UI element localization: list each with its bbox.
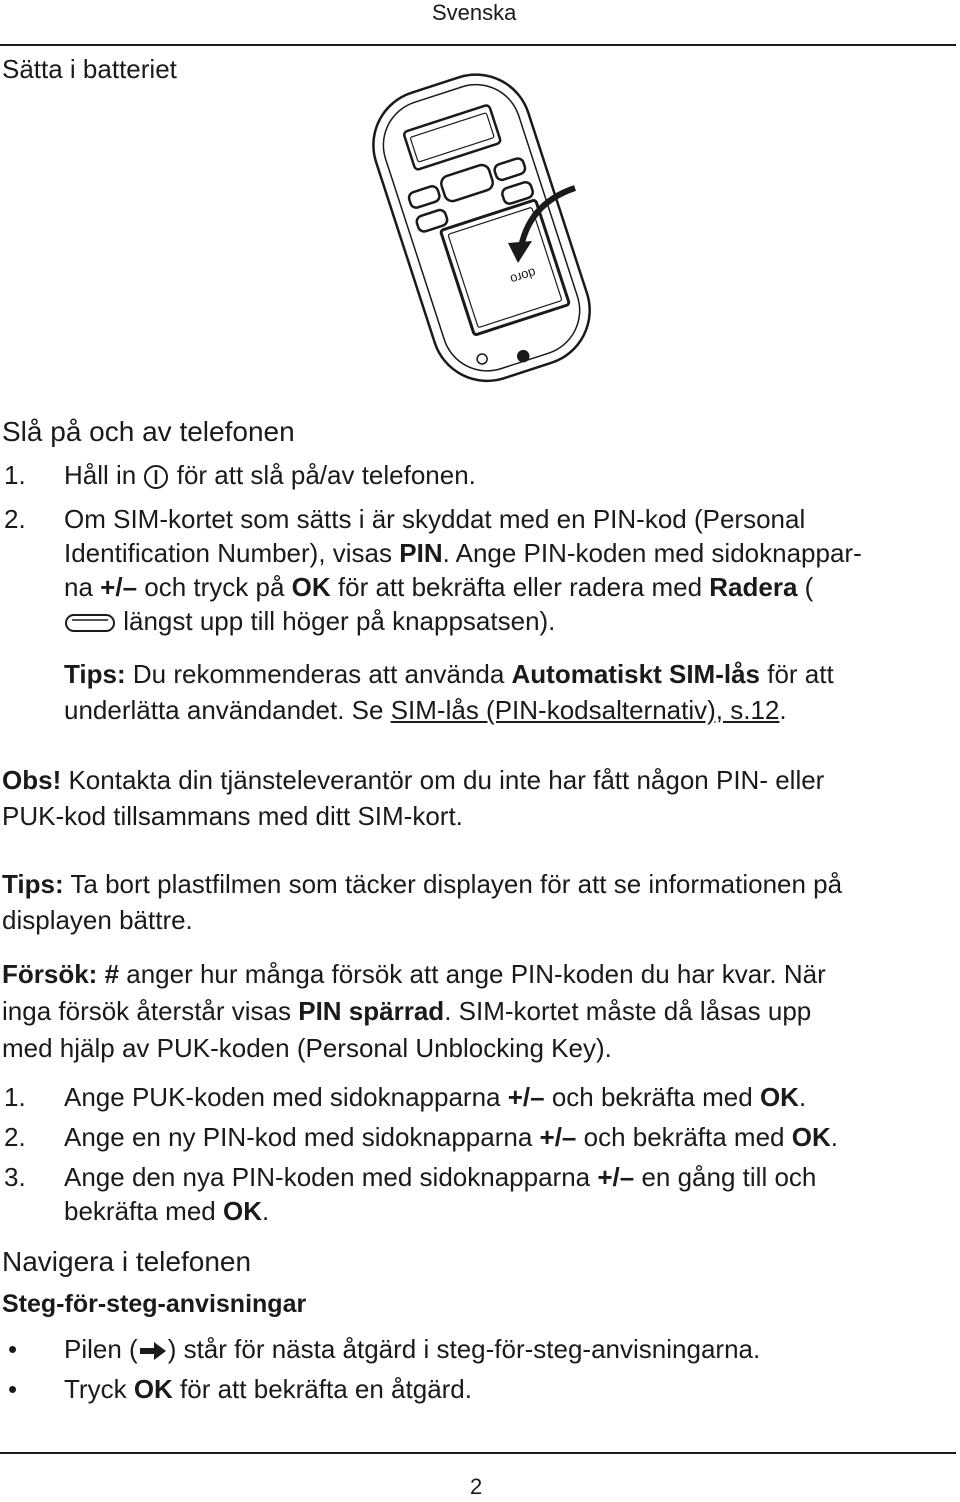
sim-lock-link[interactable]: SIM-lås (PIN-kodsalternativ), s.12 [390, 695, 780, 725]
page-number: 2 [470, 1474, 483, 1499]
power-icon [143, 464, 169, 490]
subsection-title-steps: Steg-för-steg-anvisningar [2, 1290, 307, 1318]
section-title-power: Slå på och av telefonen [2, 416, 295, 447]
section-title-navigation: Navigera i telefonen [2, 1246, 252, 1277]
next-arrow-icon [138, 1339, 168, 1363]
section-title-battery: Sätta i batteriet [2, 54, 177, 84]
obs-note: Obs! Kontakta din tjänsteleverantör om du inte har fått någon PIN- eller PUK-kod tillsammans med ditt SIM-kort. [2, 765, 825, 831]
battery-brand-logo: doro [508, 265, 538, 288]
puk-step-1: 1. Ange PUK-koden med sidoknapparna +/– och bekräfta med OK. [4, 1082, 807, 1112]
tip-plastic-film: Tips: Ta bort plastfilmen som täcker displayen för att se informationen på displayen bättre. [2, 869, 843, 935]
language-label: Svenska [432, 0, 517, 25]
header-rule [0, 44, 956, 46]
footer-rule [0, 1452, 956, 1454]
attempts-note: Försök: # anger hur många försök att ange PIN-koden du har kvar. När inga försök återstår visas PIN spärrad. SIM-kortet måste då låsas upp med hjälp av PUK-koden (Personal Unblocking Key). [2, 959, 826, 1063]
puk-step-3: 3. Ange den nya PIN-koden med sidoknapparna +/– en gång till och bekräfta med OK. [4, 1162, 817, 1226]
puk-step-2: 2. Ange en ny PIN-kod med sidoknapparna +/– och bekräfta med OK. [4, 1122, 838, 1152]
nav-bullet-1: • Pilen ( ) står för nästa åtgärd i steg-för-steg-anvisningarna. [8, 1334, 761, 1364]
softkey-icon [64, 612, 116, 634]
phone-battery-illustration [340, 58, 620, 388]
tip-auto-sim-lock: Tips: Du rekommenderas att använda Automatiskt SIM-lås för att underlätta användandet. Se SIM-lås (PIN-kodsalternativ), s.12. [64, 659, 834, 725]
nav-bullet-2: • Tryck OK för att bekräfta en åtgärd. [8, 1374, 472, 1404]
